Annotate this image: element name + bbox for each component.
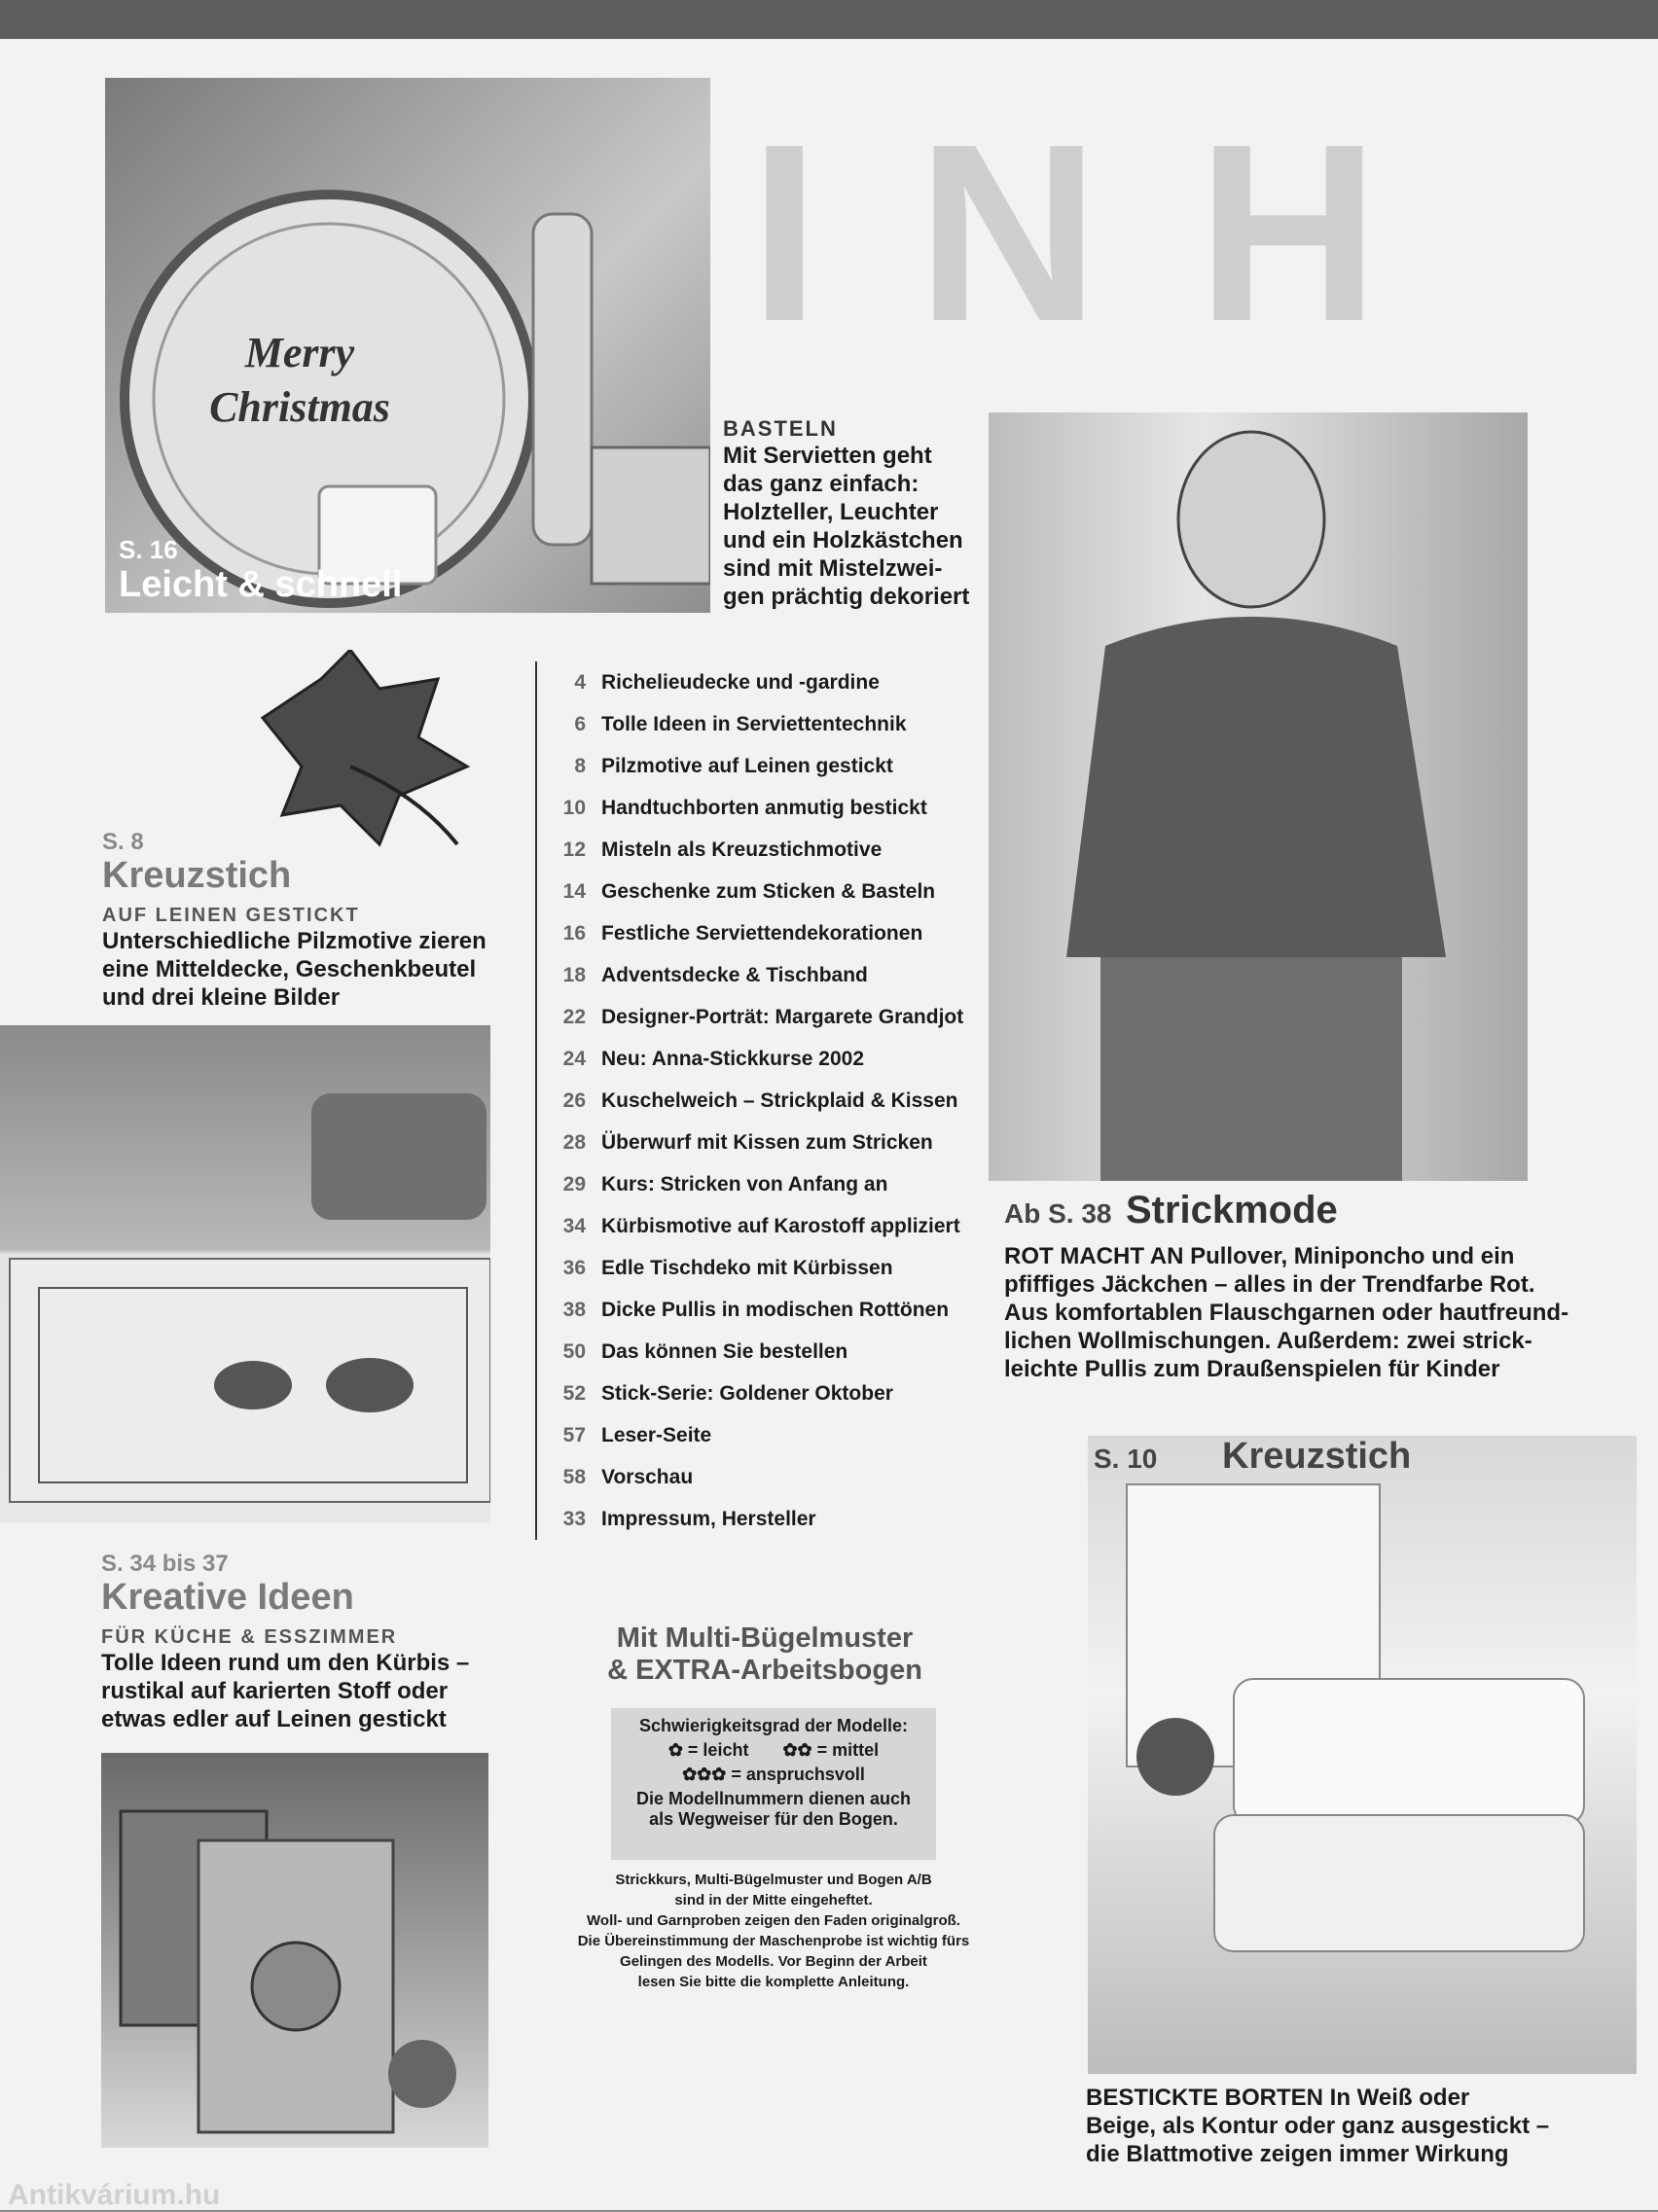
toc-page-number: 14	[562, 879, 586, 903]
flower-icon: ✿✿✿	[682, 1765, 727, 1784]
toc-row[interactable]	[545, 871, 963, 912]
kreuzstich-left-line-3: und drei kleine Bilder	[102, 984, 341, 1011]
toc-title: Neu: Anna-Stickkurse 2002	[601, 1047, 864, 1070]
photo-mushroom-tablecloth	[0, 1025, 490, 1523]
toc-page-number: 58	[562, 1465, 586, 1488]
tablecloth-illustration	[0, 1025, 490, 1523]
toc-page-number: 10	[562, 796, 586, 819]
kreuzstich-left-line-2: eine Mitteldecke, Geschenkbeutel	[102, 956, 477, 982]
toc-page-number: 12	[562, 838, 586, 861]
difficulty-title: Schwierigkeitsgrad der Modelle:	[638, 1716, 909, 1735]
strickmode-title: Strickmode	[1125, 1189, 1338, 1231]
toc-page-number: 38	[562, 1298, 586, 1321]
strickmode-block	[1004, 1189, 1627, 1383]
strickmode-line-1	[1004, 1242, 1627, 1270]
strickmode-text-1: Pullover, Miniponcho und ein	[1183, 1243, 1515, 1269]
toc-title: Festliche Serviettendekorationen	[601, 921, 923, 945]
basteln-line-5: sind mit Mistelzwei-	[723, 555, 943, 582]
toc-row[interactable]	[545, 1331, 963, 1373]
kreative-line-2: rustikal auf karierten Stoff oder	[101, 1678, 449, 1704]
toc-title: Edle Tischdeko mit Kürbissen	[601, 1256, 893, 1279]
toc-page-number: 16	[562, 921, 586, 945]
difficulty-box	[611, 1708, 936, 1860]
kreative-line-1: Tolle Ideen rund um den Kürbis –	[101, 1650, 470, 1676]
toc-title: Geschenke zum Sticken & Basteln	[601, 879, 936, 903]
multi-line-2: & EXTRA-Arbeitsbogen	[607, 1655, 922, 1686]
toc-page-number: 8	[574, 754, 586, 777]
kreative-subtitle: FÜR KÜCHE & ESSZIMMER	[101, 1626, 398, 1648]
kreative-page-ref: S. 34 bis 37	[101, 1551, 229, 1577]
kreuzstich-left-line-1: Unterschiedliche Pilzmotive zieren	[102, 928, 487, 954]
basteln-block	[723, 416, 969, 611]
ivy-leaf-icon	[243, 650, 477, 854]
difficulty-note-1: Die Modellnummern dienen auch	[635, 1789, 912, 1808]
multi-line-1: Mit Multi-Bügelmuster	[616, 1623, 914, 1654]
fine-print-line-6: lesen Sie bitte die komplette Anleitung.	[637, 1974, 910, 1990]
fine-print-line-4: Die Übereinstimmung der Maschenprobe ist wichtig fürs	[577, 1933, 970, 1949]
multi-block	[580, 1623, 950, 1687]
toc-title: Designer-Porträt: Margarete Grandjot	[601, 1005, 964, 1028]
toc-page-number: 6	[574, 712, 586, 735]
photo-woman-sweater	[989, 412, 1528, 1181]
toc-title: Handtuchborten anmutig bestickt	[601, 796, 927, 819]
toc-row[interactable]	[545, 1038, 963, 1080]
toc-row[interactable]	[545, 1373, 963, 1414]
strickmode-line-2: pfiffiges Jäckchen – alles in der Trendfarbe Rot.	[1004, 1271, 1535, 1298]
toc-page-number: 24	[562, 1047, 586, 1070]
difficulty-hard-row	[611, 1765, 936, 1785]
toc-row[interactable]	[545, 912, 963, 954]
strickmode-line-3: Aus komfortablen Flauschgarnen oder hautfreund-	[1004, 1300, 1569, 1326]
fine-print-line-2: sind in der Mitte eingeheftet.	[674, 1892, 873, 1909]
towels-illustration	[1088, 1436, 1637, 2074]
toc-page-number: 33	[562, 1507, 586, 1530]
toc-row[interactable]	[545, 954, 963, 996]
toc-page-number: 26	[562, 1088, 586, 1112]
borten-line-2: Beige, als Kontur oder ganz ausgestickt –	[1086, 2113, 1550, 2139]
flower-icon: ✿	[667, 1740, 683, 1760]
toc-title: Dicke Pullis in modischen Rottönen	[601, 1298, 950, 1321]
strickmode-line-5: leichte Pullis zum Draußenspielen für Kinder	[1004, 1356, 1500, 1382]
toc-title: Adventsdecke & Tischband	[601, 963, 868, 986]
basteln-line-6: gen prächtig dekoriert	[723, 584, 970, 610]
basteln-line-1: Mit Servietten geht	[723, 443, 932, 469]
toc-title: Das können Sie bestellen	[601, 1339, 848, 1363]
kreative-block	[101, 1551, 469, 1733]
level-medium: = mittel	[816, 1740, 880, 1760]
borten-lead: BESTICKTE BORTEN	[1086, 2085, 1324, 2111]
borten-block	[1086, 2084, 1650, 2168]
toc-title: Leser-Seite	[601, 1423, 712, 1446]
toc-page-number: 36	[562, 1256, 586, 1279]
toc-title: Pilzmotive auf Leinen gestickt	[601, 754, 893, 777]
top-left-page-ref: S. 16	[119, 535, 178, 564]
kreative-line-3: etwas edler auf Leinen gestickt	[101, 1706, 447, 1732]
strickmode-line-4: lichen Wollmischungen. Außerdem: zwei strick-	[1004, 1328, 1532, 1354]
kreuzstich-left-subtitle: AUF LEINEN GESTICKT	[102, 905, 360, 926]
strickmode-page-ref: Ab S. 38	[1004, 1198, 1112, 1229]
toc-row[interactable]	[545, 1163, 963, 1205]
toc-title: Tolle Ideen in Serviettentechnik	[601, 712, 907, 735]
towels-page-ref: S. 10	[1094, 1444, 1158, 1474]
toc-page-number: 52	[562, 1381, 586, 1405]
level-hard: = anspruchsvoll	[731, 1765, 865, 1784]
toc-title: Stick-Serie: Goldener Oktober	[601, 1381, 893, 1405]
toc-page-number: 4	[574, 670, 586, 694]
table-of-contents	[535, 661, 963, 1540]
toc-title: Kuschelweich – Strickplaid & Kissen	[601, 1088, 958, 1112]
header-big-letters: INH	[749, 92, 1477, 375]
borten-text-1: In Weiß oder	[1323, 2085, 1470, 2111]
toc-title: Kürbismotive auf Karostoff appliziert	[601, 1214, 960, 1237]
toc-row[interactable]	[545, 996, 963, 1038]
borten-line-3: die Blattmotive zeigen immer Wirkung	[1086, 2141, 1509, 2167]
fine-print-line-5: Gelingen des Modells. Vor Beginn der Arbeit	[620, 1953, 927, 1970]
toc-row[interactable]	[545, 787, 963, 829]
basteln-line-4: und ein Holzkästchen	[723, 527, 963, 553]
plate-script-text: Merry Christmas	[209, 329, 390, 431]
kreuzstich-left-block	[102, 829, 487, 1012]
toc-row[interactable]	[545, 661, 963, 703]
flower-icon: ✿✿	[782, 1740, 812, 1760]
fine-print-line-3: Woll- und Garnproben zeigen den Faden originalgroß.	[587, 1912, 960, 1929]
basteln-line-2: das ganz einfach:	[723, 471, 919, 497]
toc-page-number: 28	[562, 1130, 586, 1154]
toc-row[interactable]	[545, 703, 963, 745]
toc-row[interactable]	[545, 1456, 963, 1498]
top-left-title: Leicht & schnell	[119, 564, 403, 605]
toc-row[interactable]	[545, 1080, 963, 1122]
borten-line-1	[1086, 2084, 1650, 2112]
kreuzstich-left-page-ref: S. 8	[102, 829, 144, 855]
toc-title: Misteln als Kreuzstichmotive	[601, 838, 883, 861]
toc-page-number: 18	[562, 963, 586, 986]
toc-page-number: 57	[562, 1423, 586, 1446]
level-easy: = leicht	[687, 1740, 749, 1760]
photo-pumpkin-towel	[101, 1753, 488, 2148]
toc-title: Richelieudecke und -gardine	[601, 670, 880, 694]
toc-row[interactable]	[545, 1122, 963, 1163]
toc-row[interactable]	[545, 1414, 963, 1456]
towels-title: Kreuzstich	[1222, 1436, 1412, 1477]
photo-christmas-plate	[105, 78, 710, 613]
toc-row[interactable]	[545, 1205, 963, 1247]
pumpkin-illustration	[101, 1753, 488, 2148]
difficulty-note-2: als Wegweiser für den Bogen.	[649, 1809, 898, 1829]
toc-page-number: 22	[562, 1005, 586, 1028]
toc-title: Kurs: Stricken von Anfang an	[601, 1172, 888, 1195]
difficulty-levels-row	[611, 1740, 936, 1761]
basteln-label: BASTELN	[723, 416, 838, 441]
photo-embroidered-towels	[1088, 1436, 1637, 2074]
toc-page-number: 29	[562, 1172, 586, 1195]
toc-page-number: 50	[562, 1339, 586, 1363]
toc-title: Überwurf mit Kissen zum Stricken	[601, 1130, 933, 1154]
toc-row[interactable]	[545, 1289, 963, 1331]
fine-print	[545, 1870, 1002, 1992]
toc-row[interactable]	[545, 829, 963, 871]
woman-illustration	[989, 412, 1528, 1181]
strickmode-lead: ROT MACHT AN	[1004, 1243, 1184, 1269]
fine-print-line-1: Strickkurs, Multi-Bügelmuster und Bogen A/B	[615, 1872, 932, 1888]
toc-title: Vorschau	[601, 1465, 694, 1488]
kreuzstich-left-title: Kreuzstich	[102, 855, 292, 896]
toc-row[interactable]	[545, 1247, 963, 1289]
toc-page-number: 34	[562, 1214, 586, 1237]
toc-row[interactable]	[545, 745, 963, 787]
watermark: Antikvárium.hu	[8, 2179, 221, 2211]
toc-title: Impressum, Hersteller	[601, 1507, 816, 1530]
basteln-line-3: Holzteller, Leuchter	[723, 499, 939, 525]
toc-row[interactable]	[545, 1498, 963, 1540]
kreative-title: Kreative Ideen	[101, 1577, 354, 1618]
